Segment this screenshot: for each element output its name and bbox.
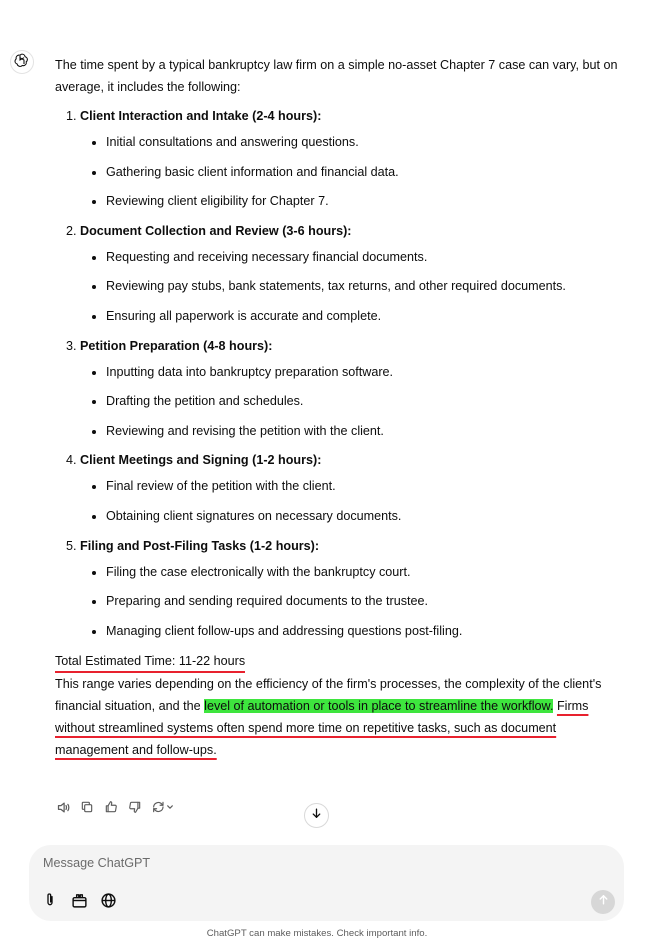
- list-item: • Inputting data into bankruptcy preparation software.: [106, 361, 629, 383]
- section-points: [80, 246, 629, 327]
- highlighted-text: level of automation or tools in place to streamline the workflow.: [204, 699, 554, 714]
- section-item: [80, 335, 629, 442]
- conclusion-text: This range varies depending on the efficiency of the firm's processes, the complexity of the client's financial situation, and the: [55, 677, 602, 714]
- disclaimer: ChatGPT can make mistakes. Check important info.: [206, 928, 428, 939]
- section-title: Client Interaction and Intake (2-4 hours):: [80, 109, 322, 123]
- section-points: [80, 131, 629, 212]
- list-item: • Obtaining client signatures on necessary documents.: [106, 505, 629, 527]
- message-intro: The time spent by a typical bankruptcy law firm on a simple no-asset Chapter 7 case can vary, but on average, it includes the following:: [55, 58, 618, 94]
- openai-logo-icon: [14, 52, 30, 73]
- section-points: [80, 361, 629, 442]
- list-item: • Preparing and sending required documents to the trustee.: [106, 590, 629, 612]
- copy-icon[interactable]: [79, 798, 95, 816]
- send-button[interactable]: [591, 890, 615, 914]
- thumbs-down-icon[interactable]: [127, 798, 143, 816]
- globe-icon[interactable]: [99, 891, 117, 909]
- section-item: [80, 449, 629, 527]
- list-item: • Reviewing and revising the petition with the client.: [106, 420, 629, 442]
- section-points: [80, 561, 629, 642]
- arrow-up-icon: [597, 893, 610, 911]
- assistant-message: [55, 54, 629, 761]
- list-item: • Final review of the petition with the client.: [106, 475, 629, 497]
- attach-icon[interactable]: [41, 891, 59, 909]
- list-item: • Requesting and receiving necessary financial documents.: [106, 246, 629, 268]
- list-item: • Filing the case electronically with the bankruptcy court.: [106, 561, 629, 583]
- message-actions: [55, 798, 175, 816]
- tools-icon[interactable]: [70, 891, 88, 909]
- conclusion-paragraph: [55, 673, 629, 761]
- sections-list: [55, 105, 629, 642]
- thumbs-up-icon[interactable]: [103, 798, 119, 816]
- regenerate-icon[interactable]: [151, 798, 175, 816]
- message-composer[interactable]: [29, 845, 624, 921]
- list-item: • Reviewing client eligibility for Chapter 7.: [106, 190, 629, 212]
- section-points: [80, 475, 629, 527]
- section-item: [80, 220, 629, 327]
- composer-tools: [41, 891, 117, 909]
- list-item: • Initial consultations and answering questions.: [106, 131, 629, 153]
- assistant-avatar: [10, 50, 34, 74]
- section-title: Client Meetings and Signing (1-2 hours):: [80, 453, 322, 468]
- read-aloud-icon[interactable]: [55, 798, 71, 816]
- section-title: Document Collection and Review (3-6 hours):: [80, 223, 352, 238]
- section-item: [80, 535, 629, 642]
- list-item: • Drafting the petition and schedules.: [106, 390, 629, 412]
- section-title: Petition Preparation (4-8 hours):: [80, 338, 273, 353]
- list-item: • Managing client follow-ups and addressing questions post-filing.: [106, 620, 629, 642]
- list-item: • Reviewing pay stubs, bank statements, tax returns, and other required documents.: [106, 275, 629, 297]
- section-title: Filing and Post-Filing Tasks (1-2 hours):: [80, 538, 320, 553]
- section-item: [80, 105, 629, 212]
- underlined-text: Firms without streamlined systems often spend more time on repetitive tasks, such as document management and follow-ups.: [55, 699, 589, 758]
- arrow-down-icon: [310, 807, 323, 825]
- list-item: • Gathering basic client information and financial data.: [106, 161, 629, 183]
- message-input[interactable]: Message ChatGPT: [43, 856, 151, 870]
- list-item: • Ensuring all paperwork is accurate and complete.: [106, 305, 629, 327]
- total-estimated-time: Total Estimated Time: 11-22 hours: [55, 651, 245, 673]
- scroll-down-button[interactable]: [304, 803, 329, 828]
